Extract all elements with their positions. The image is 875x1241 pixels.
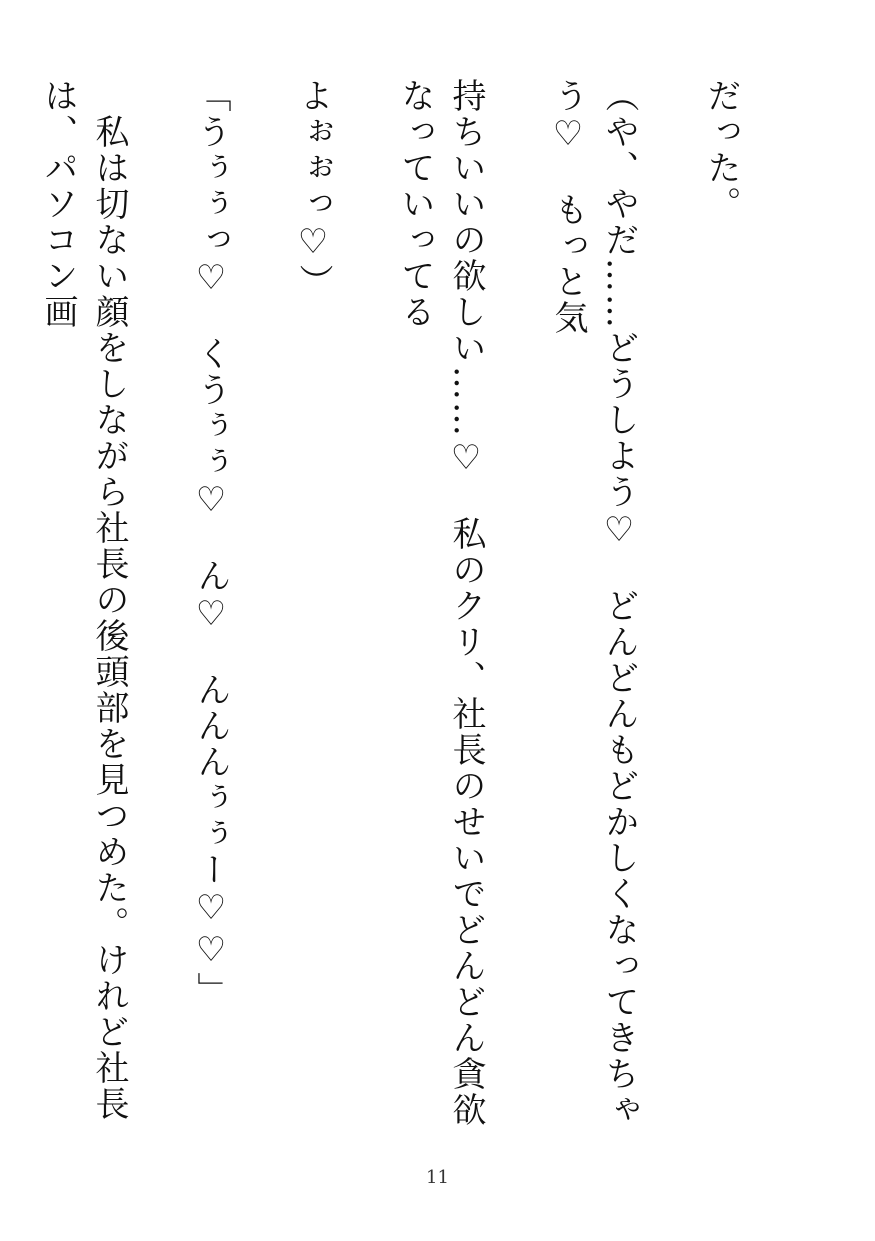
text-line: （や、やだ……どうしよう♡ どんどんもどかしくなってきちゃう♡ もっと気 <box>548 78 639 1128</box>
text-line: だった。 <box>701 78 741 222</box>
text-line: よぉぉっ♡） <box>293 78 333 300</box>
text-line: 持ちいいの欲しい……♡ 私のクリ、社長のせいでどんどん貪欲なっていってる <box>395 78 486 1128</box>
page-number: 11 <box>426 1167 449 1188</box>
text-line: 私は切ない顔をしながら社長の後頭部を見つめた。けれど社長は、パソコン画 <box>38 78 129 1122</box>
vertical-text-body <box>38 78 797 1158</box>
text-line: 「うぅぅっ♡ くうぅぅ♡ ん♡ んんんぅぅー♡♡」 <box>191 78 231 1008</box>
